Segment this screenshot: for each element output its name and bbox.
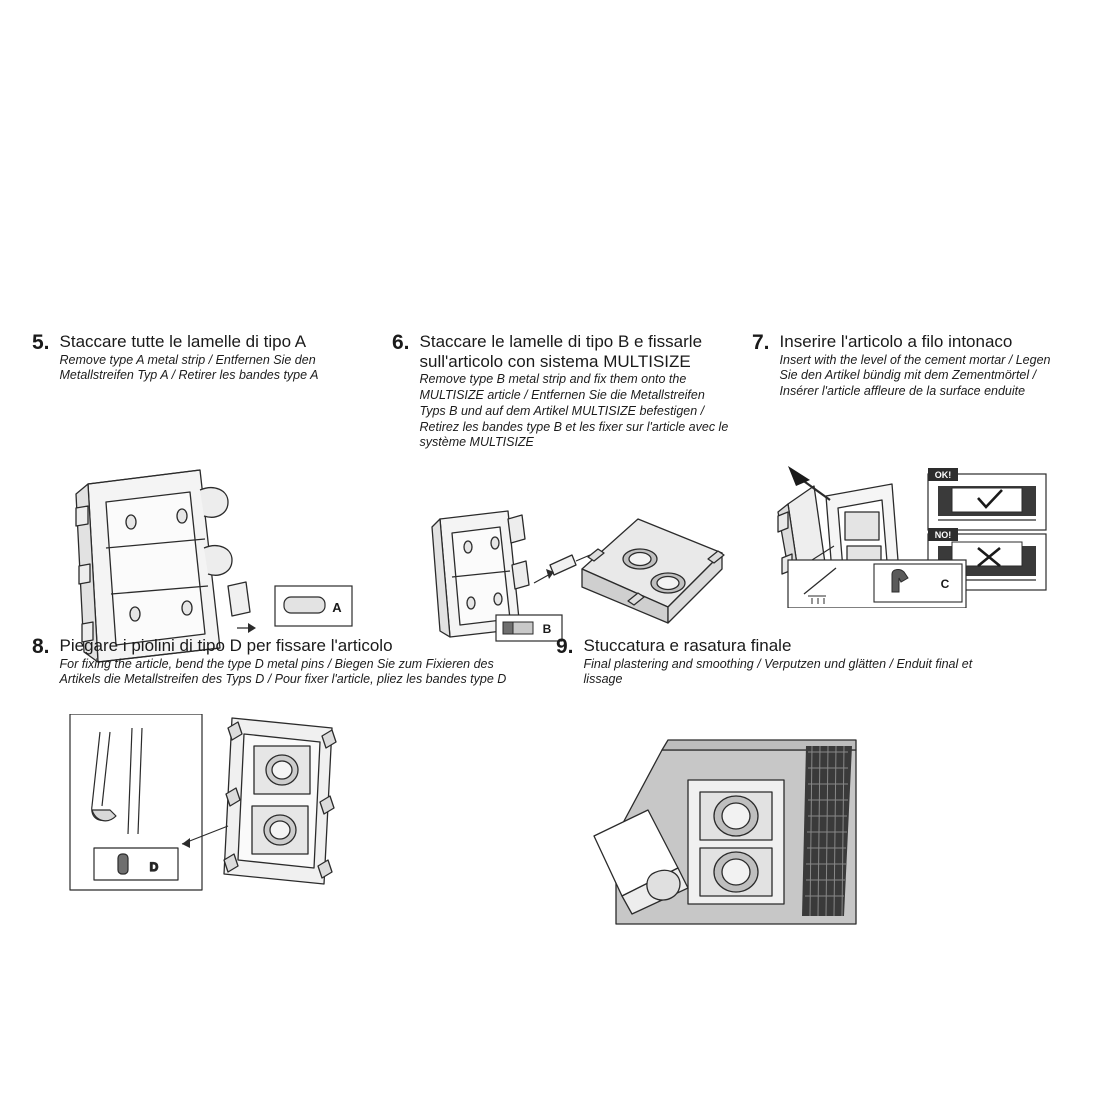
svg-text:OK!: OK! bbox=[934, 469, 952, 480]
step-6-subtitle: Remove type B metal strip and fix them onto the MULTISIZE article / Entfernen Sie die Metallstreifen Typs B und auf dem Artikel MULTISIZE befestigen / Retirez les bandes type B et les fixer sur l'article avec le système MULTISIZE bbox=[419, 372, 729, 450]
step-8-header bbox=[32, 636, 532, 688]
step-8-subtitle: For fixing the article, bend the type D metal pins / Biegen Sie zum Fixieren des Artikels die Metallstreifen des Typs D / Pour fixer l'article, pliez les bandes type D bbox=[59, 656, 507, 687]
callout-a bbox=[275, 586, 352, 626]
badge-ok-panel bbox=[928, 468, 1046, 530]
step-8-illustration bbox=[32, 714, 532, 900]
step-6-header bbox=[392, 332, 732, 451]
svg-text:D: D bbox=[149, 860, 159, 875]
step-8 bbox=[32, 636, 532, 900]
step-9-subtitle: Final plastering and smoothing / Verputzen und glätten / Enduit final et lissage bbox=[583, 656, 973, 687]
svg-text:C: C bbox=[940, 576, 950, 591]
step-9 bbox=[556, 636, 976, 948]
step-7 bbox=[752, 332, 1064, 608]
step-6-title: Staccare le lamelle di tipo B e fissarle sull'articolo con sistema MULTISIZE bbox=[419, 332, 703, 371]
step-9-illustration bbox=[556, 718, 976, 948]
step-9-header bbox=[556, 636, 976, 688]
step-8-number: 8. bbox=[32, 635, 50, 658]
step-9-title: Stuccatura e rasatura finale bbox=[583, 636, 792, 655]
svg-text:NO!: NO! bbox=[934, 529, 952, 540]
step-6-number: 6. bbox=[392, 331, 410, 354]
step-5-subtitle: Remove type A metal strip / Entfernen Sie den Metallstreifen Typ A / Retirer les bandes type A bbox=[59, 352, 319, 383]
step-5-illustration bbox=[32, 398, 372, 666]
step-7-title: Inserire l'articolo a filo intonaco bbox=[779, 332, 1013, 351]
step-9-number: 9. bbox=[556, 635, 574, 658]
step-5-number: 5. bbox=[32, 331, 50, 354]
svg-text:B: B bbox=[542, 622, 552, 637]
step-7-number: 7. bbox=[752, 331, 770, 354]
step-7-illustration bbox=[752, 408, 1064, 608]
step-5 bbox=[32, 332, 372, 666]
step-7-subtitle: Insert with the level of the cement mortar / Legen Sie den Artikel bündig mit dem Zementmörtel / Insérer l'article affleure de la surface enduite bbox=[779, 352, 1051, 399]
step-5-title: Staccare tutte le lamelle di tipo A bbox=[59, 332, 307, 351]
step-5-header bbox=[32, 332, 372, 384]
step-6-illustration bbox=[392, 461, 732, 643]
step-6 bbox=[392, 332, 732, 643]
step-8-title: Piegare i piolini di tipo D per fissare l'articolo bbox=[59, 636, 393, 655]
step-7-header bbox=[752, 332, 1064, 400]
svg-text:A: A bbox=[332, 600, 342, 616]
